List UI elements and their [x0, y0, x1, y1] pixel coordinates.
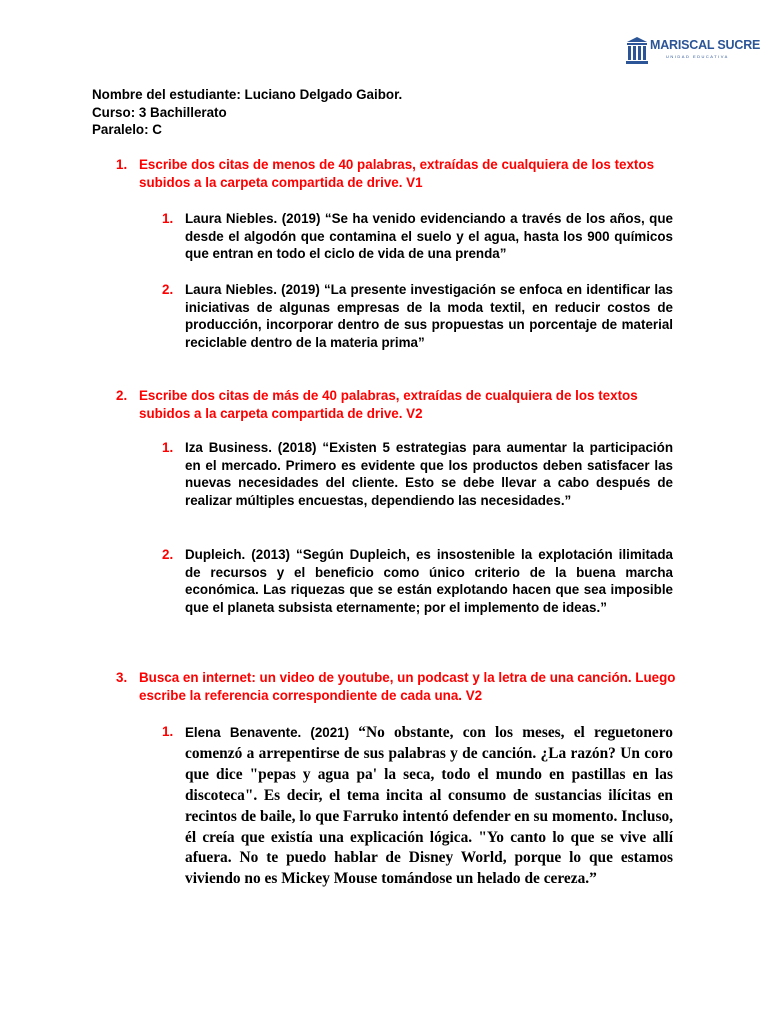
citation-author: Elena Benavente. (2021)	[185, 725, 350, 740]
answer-number: 2.	[162, 547, 174, 562]
question-1	[116, 156, 676, 192]
citation-author: Dupleich. (2013)	[185, 547, 290, 562]
citation-quote: “La presente investigación se enfoca en identificar las iniciativas de algunas empresas de la moda textil, en reducir costos de producción, incorporar dentro de sus propuestas un porcentaje de material reciclable dentro de la materia prima”	[185, 282, 674, 350]
citation-author: Laura Niebles. (2019)	[185, 211, 321, 226]
question-2	[116, 387, 676, 423]
answer-1-1	[162, 210, 673, 264]
answer-1-2	[162, 281, 673, 353]
question-text: Escribe dos citas de menos de 40 palabras, extraídas de cualquiera de los textos subidos a la carpeta compartida de drive. V1	[139, 157, 655, 190]
building-icon	[626, 36, 648, 66]
answer-3-1	[162, 723, 673, 913]
logo-subtitle: UNIDAD EDUCATIVA	[666, 54, 729, 59]
question-text: Busca en internet: un video de youtube, un podcast y la letra de una canción. Luego escribe la referencia correspondiente de cada una. V2	[139, 670, 676, 703]
student-header	[92, 86, 402, 139]
citation-quote: “Según Dupleich, es insostenible la explotación ilimitada de recursos y el beneficio como único criterio de la buena marcha económica. Las riquezas que se están explotando hacen que sea imposible que el planeta subsista eternamente; por el implemento de ideas.”	[185, 547, 673, 615]
parallel: Paralelo: C	[92, 122, 162, 137]
citation-quote: “Existen 5 estrategias para aumentar la participación en el mercado. Primero es evidente que los productos deben satisfacer las nuevas necesidades del cliente. Esto se debe llevar a cabo después de realizar múltiples encuestas, dependiendo las necesidades.”	[185, 440, 673, 508]
logo-name: MARISCAL SUCRE	[650, 38, 761, 52]
citation-author: Laura Niebles. (2019)	[185, 282, 320, 297]
answer-number: 2.	[162, 282, 174, 297]
citation-quote: “No obstante, con los meses, el reguetonero comenzó a arrepentirse de sus palabras y de canción. ¿La razón? Un coro que dice "pepas y agua pa' la seca, todo el mundo en pastillas en las discoteca". Es decir, el tema incita al consumo de sustancias ilícitas en recintos de baile, lo que Farruko intentó defender en su momento. Incluso, él creía que existía una explicación lógica. "Yo canto lo que se vive allí afuera. No te puedo hablar de Disney World, porque lo que estamos viviendo no es Mickey Mouse tomándose un helado de cereza.”	[185, 724, 673, 888]
answer-number: 1.	[162, 211, 174, 226]
citation-author: Iza Business. (2018)	[185, 440, 317, 455]
question-text: Escribe dos citas de más de 40 palabras, extraídas de cualquiera de los textos subidos a la carpeta compartida de drive. V2	[139, 388, 638, 421]
question-number: 2.	[116, 388, 128, 403]
citation-quote: “Se ha venido evidenciando a través de los años, que desde el algodón que contamina el suelo y el agua, hasta los 900 químicos que entran en todo el ciclo de vida de una prenda”	[185, 211, 673, 261]
question-number: 3.	[116, 670, 128, 685]
course: Curso: 3 Bachillerato	[92, 104, 227, 120]
answer-number: 1.	[162, 440, 174, 455]
answer-2-2	[162, 546, 673, 636]
question-number: 1.	[116, 157, 128, 172]
question-3	[116, 669, 676, 705]
answer-number: 1.	[162, 724, 174, 739]
answer-2-1	[162, 439, 673, 529]
student-name: Nombre del estudiante: Luciano Delgado Gaibor.	[92, 87, 403, 102]
school-logo	[626, 36, 761, 66]
